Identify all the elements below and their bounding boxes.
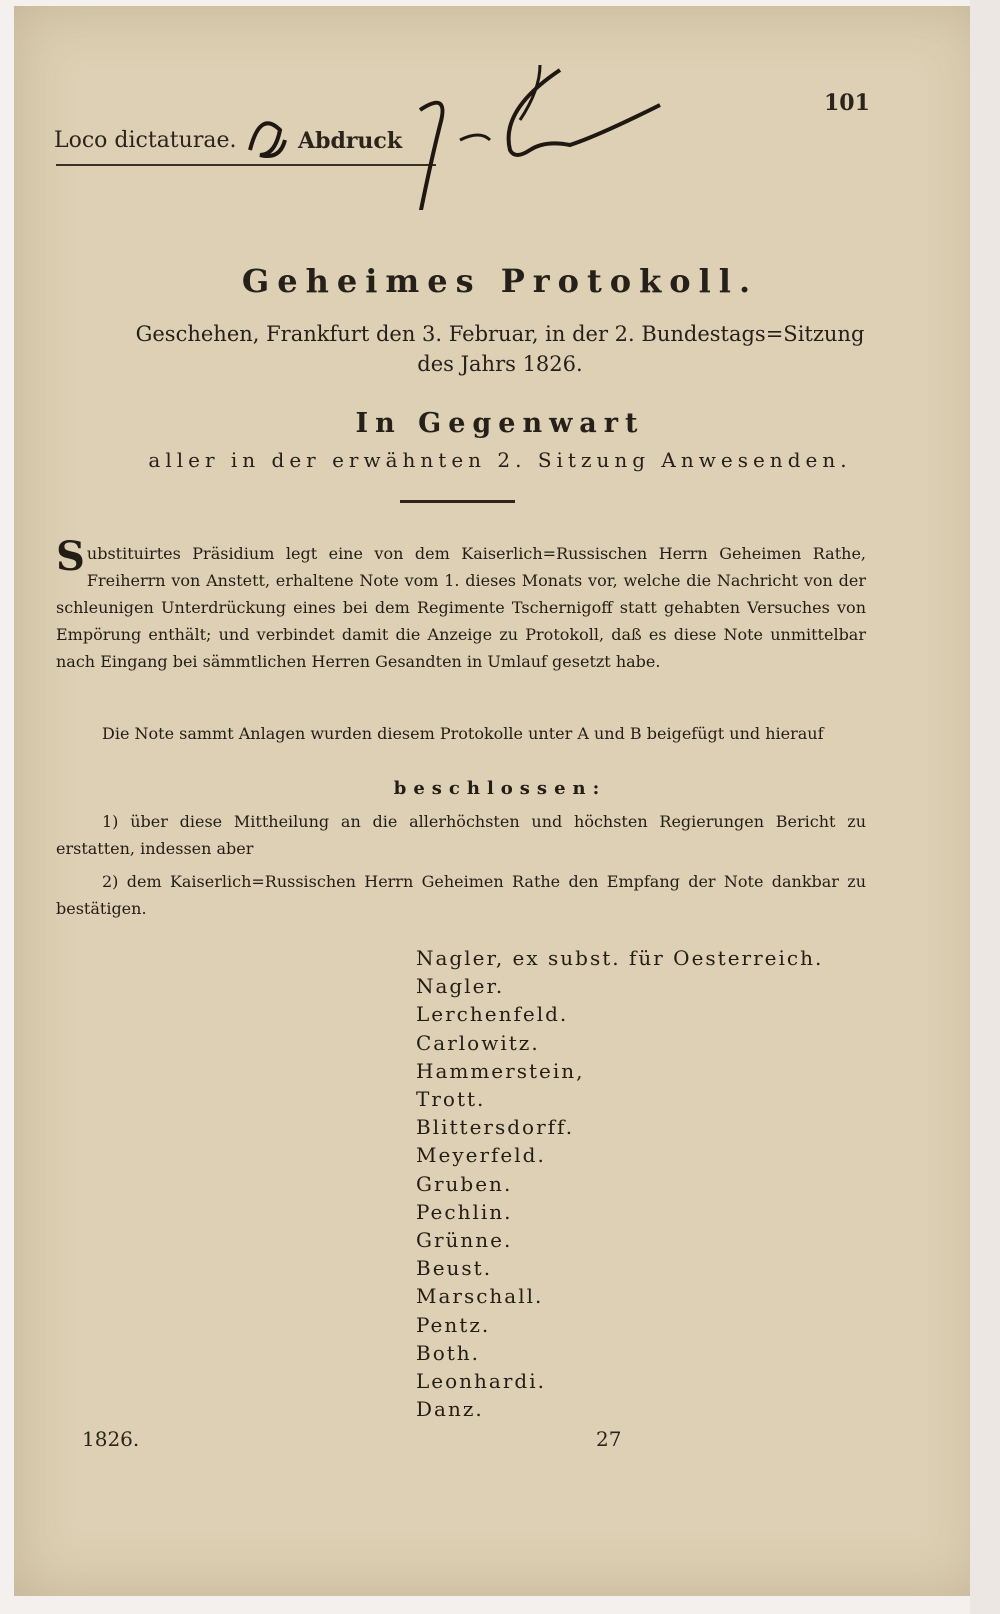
footer-year: 1826. xyxy=(82,1427,140,1451)
subtitle-line-1: Geschehen, Frankfurt den 3. Februar, in der 2. Bundestags=Sitzung xyxy=(135,322,865,346)
signature-line: Beust. xyxy=(416,1256,493,1281)
signature-line: Nagler, ex subst. für Oesterreich. xyxy=(416,946,824,970)
resolution-item-2: 2) dem Kaiserlich=Russischen Herrn Geheimen Rathe den Empfang der Note dankbar zu bestätigen. xyxy=(56,872,866,918)
paragraph-1 xyxy=(56,533,866,675)
subtitle-line-2: des Jahrs 1826. xyxy=(417,352,583,376)
signature-line: Nagler. xyxy=(416,974,505,999)
header-location-note: Loco dictaturae. xyxy=(54,128,237,153)
section-divider xyxy=(400,500,515,503)
signature-line: Trott. xyxy=(416,1087,486,1112)
signature-line: Danz. xyxy=(416,1397,484,1422)
drop-cap: S xyxy=(56,533,85,580)
signature-list xyxy=(416,944,823,1423)
signature-line: Both. xyxy=(416,1340,481,1365)
resolution-heading: beschlossen: xyxy=(393,778,607,799)
signature-line: Pechlin. xyxy=(416,1199,513,1224)
signature-line: Gruben. xyxy=(416,1171,513,1196)
signature-line: Grünne. xyxy=(416,1228,513,1253)
page-number: 101 xyxy=(824,90,870,116)
paragraph-2: Die Note sammt Anlagen wurden diesem Protokolle unter A und B beigefügt und hierauf xyxy=(102,724,824,743)
signature-line: Meyerfeld. xyxy=(416,1143,546,1168)
resolution-item-1: 1) über diese Mittheilung an die allerhöchsten und höchsten Regierungen Bericht zu erstatten, indessen aber xyxy=(56,812,866,858)
header-stamp: Abdruck xyxy=(298,128,403,154)
presence-detail: aller in der erwähnten 2. Sitzung Anwesenden. xyxy=(148,448,852,472)
document-title: Geheimes Protokoll. xyxy=(241,262,759,300)
signature-line: Blittersdorff. xyxy=(416,1115,575,1140)
presence-heading: In Gegenwart xyxy=(355,408,645,439)
signature-line: Leonhardi. xyxy=(416,1369,546,1394)
signature-line: Marschall. xyxy=(416,1284,544,1309)
handwritten-annotation xyxy=(230,50,670,210)
footer-signature-mark: 27 xyxy=(596,1427,622,1451)
signature-line: Carlowitz. xyxy=(416,1030,540,1055)
signature-line: Lerchenfeld. xyxy=(416,1002,569,1027)
paragraph-1-text: ubstituirtes Präsidium legt eine von dem Kaiserlich=Russischen Herrn Geheimen Rathe, Freiherrn von Anstett, erhaltene Note vom 1. dieses Monats vor, welche die Nachricht von der schleunigen Unterdrückung eines bei dem Regimente Tschernigoff statt gehabten Versuches von Empörung enthält; und verbindet damit die Anzeige zu Protokoll, daß es diese Note unmittelbar nach Eingang bei sämmtlichen Herren Gesandten in Umlauf gesetzt habe. xyxy=(56,544,866,671)
signature-line: Pentz. xyxy=(416,1312,491,1337)
page-edge xyxy=(970,0,1000,1614)
signature-line: Hammerstein, xyxy=(416,1058,585,1083)
